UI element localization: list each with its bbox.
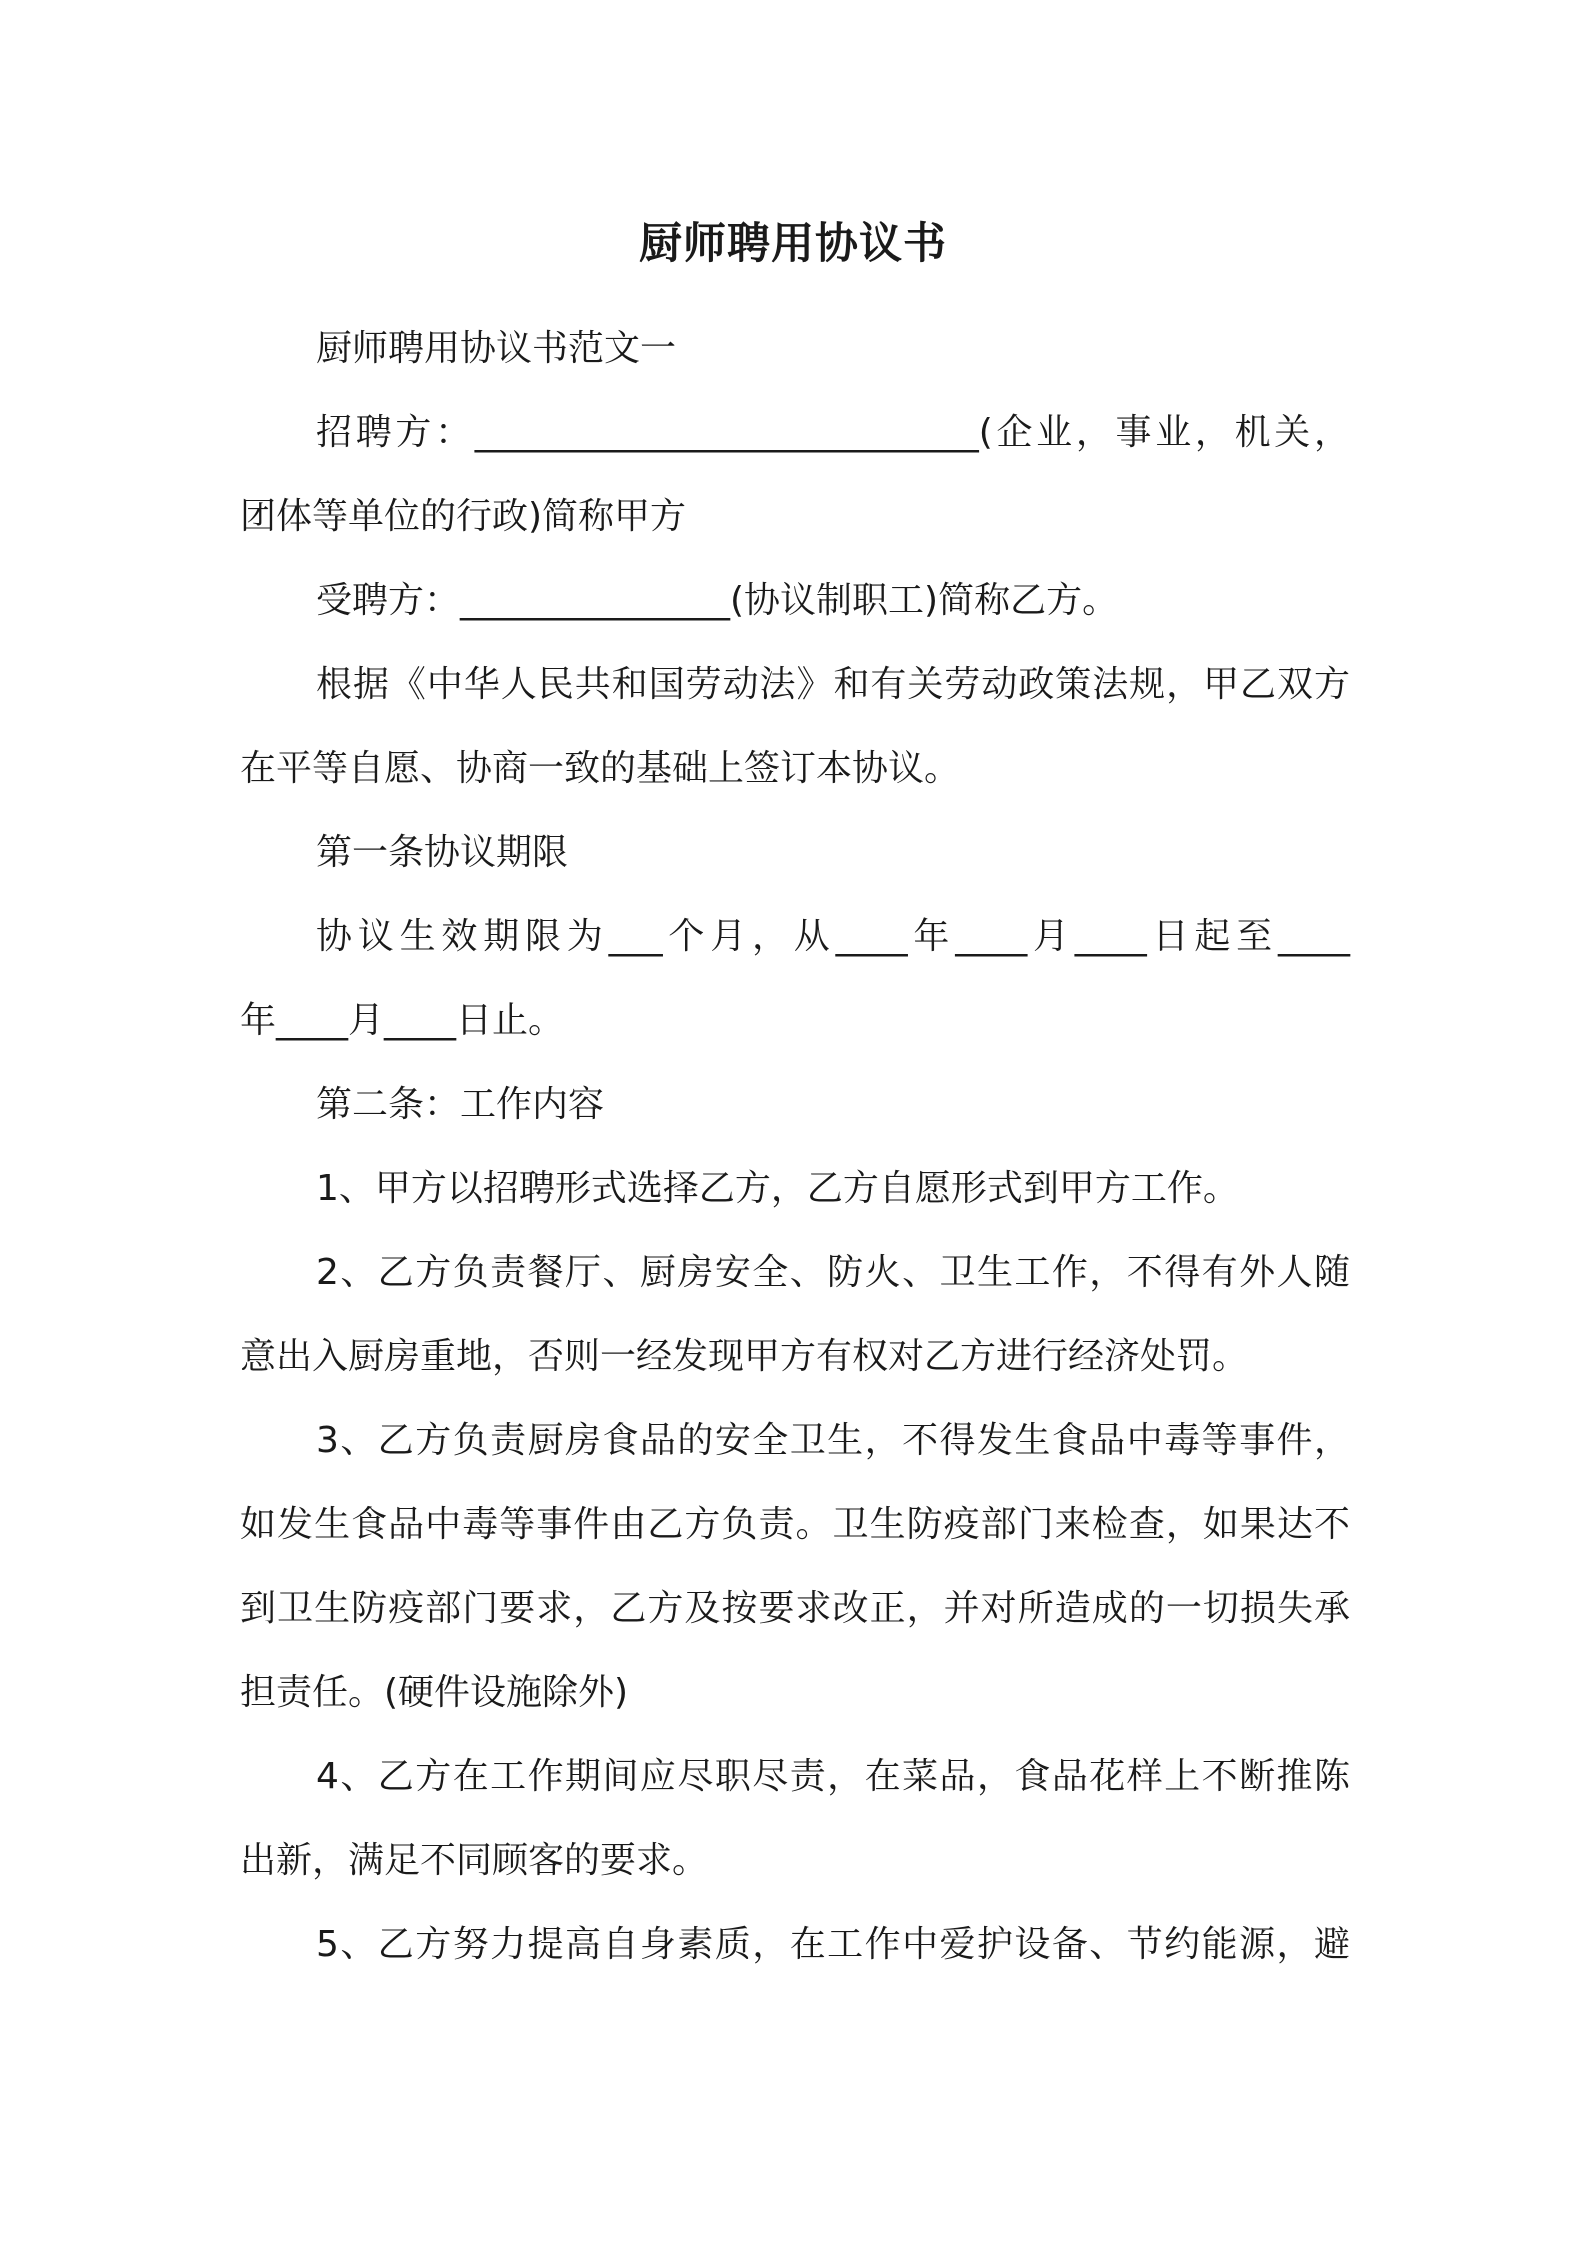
- paragraph-line: 出新，满足不同顾客的要求。: [240, 1840, 709, 1881]
- paragraph-line: 如发生食品中毒等事件由乙方负责。卫生防疫部门来检查，如果达不: [240, 1504, 1350, 1545]
- paragraph-line: 1、甲方以招聘形式选择乙方，乙方自愿形式到甲方工作。: [316, 1168, 1239, 1209]
- paragraph-line: 招聘方：____________________________(企业，事业，机关，: [316, 412, 1350, 453]
- paragraph-line: 意出入厨房重地，否则一经发现甲方有权对乙方进行经济处罚。: [240, 1336, 1249, 1377]
- paragraph-line: 4、乙方在工作期间应尽职尽责，在菜品，食品花样上不断推陈: [316, 1756, 1350, 1797]
- paragraph-line: 根据《中华人民共和国劳动法》和有关劳动政策法规，甲乙双方: [316, 664, 1350, 705]
- document-title: 厨师聘用协议书: [639, 219, 947, 269]
- paragraph-line: 5、乙方努力提高自身素质，在工作中爱护设备、节约能源，避: [316, 1924, 1350, 1965]
- paragraph-line: 在平等自愿、协商一致的基础上签订本协议。: [240, 748, 961, 789]
- paragraph-line: 2、乙方负责餐厅、厨房安全、防火、卫生工作，不得有外人随: [316, 1252, 1350, 1293]
- paragraph-line: 年____月____日止。: [240, 1000, 565, 1041]
- paragraph-line: 3、乙方负责厨房食品的安全卫生，不得发生食品中毒等事件，: [316, 1420, 1350, 1461]
- section-heading: 第二条：工作内容: [316, 1084, 605, 1125]
- section-heading: 第一条协议期限: [316, 832, 569, 873]
- paragraph-line: 到卫生防疫部门要求，乙方及按要求改正，并对所造成的一切损失承: [240, 1588, 1350, 1629]
- paragraph-line: 协议生效期限为___个月，从____年____月____日起至____: [316, 916, 1350, 957]
- paragraph-line: 厨师聘用协议书范文一: [316, 328, 677, 369]
- paragraph-line: 受聘方：_______________(协议制职工)简称乙方。: [316, 580, 1119, 621]
- paragraph-line: 团体等单位的行政)简称甲方: [240, 496, 687, 537]
- paragraph-line: 担责任。(硬件设施除外): [240, 1672, 629, 1713]
